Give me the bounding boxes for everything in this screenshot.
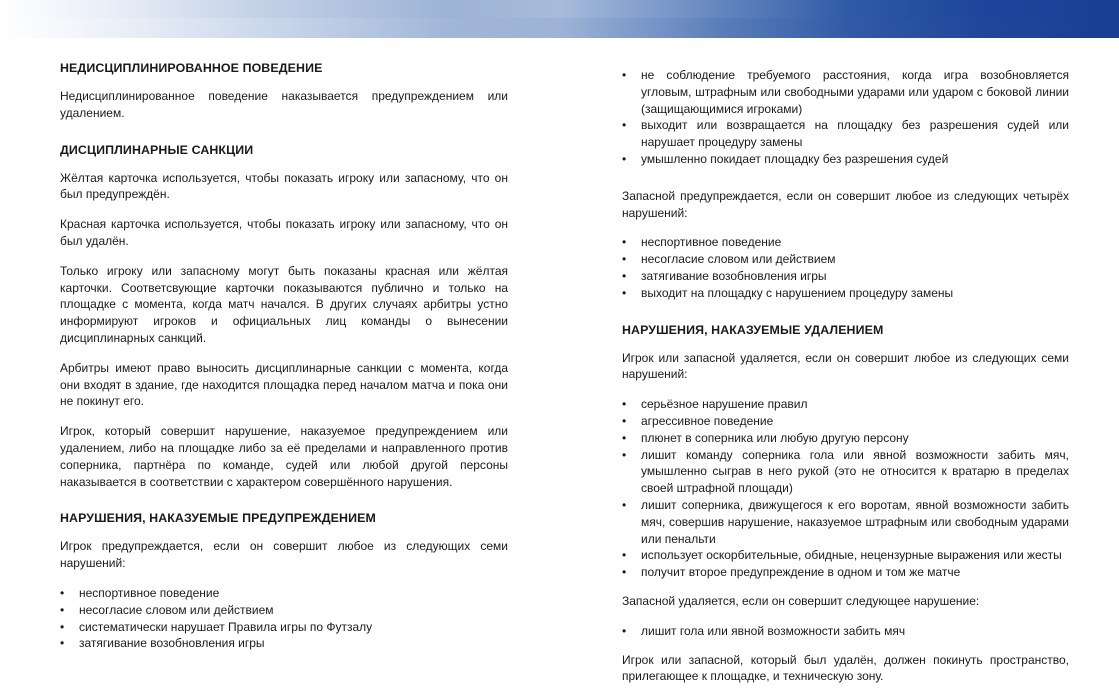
list-item: • систематически нарушает Правила игры по Футзалу [60, 619, 508, 636]
list-item: • неспортивное поведение [60, 585, 508, 602]
right-column [622, 67, 1069, 698]
list-item: • серьёзное нарушение правил [622, 396, 1069, 413]
paragraph: Запасной предупреждается, если он совершит любое из следующих четырёх нарушений: [622, 188, 1069, 220]
list-item: • лишит соперника, движущегося к его воротам, явной возможности забить мяч, совершив нарушение, наказуемое штрафным или свободным ударами или пенальти [622, 497, 1069, 547]
list-item: • получит второе предупреждение в одном и том же матче [622, 564, 1069, 581]
paragraph: Красная карточка используется, чтобы показать игроку или запасному, что он был удалён. [60, 217, 508, 248]
list-item: • затягивание возобновления игры [60, 635, 508, 652]
paragraph: Жёлтая карточка используется, чтобы показать игроку или запасному, что он был предупреждён. [60, 170, 508, 202]
left-column [60, 60, 508, 664]
paragraph: Игрок, который совершит нарушение, наказуемое предупреждением или удалением, либо на площадке либо за её пределами и направленного против соперника, партнёра по команде, судей или любой другой персоны наказывается в соответствии с характером совершённого нарушения. [60, 424, 508, 489]
paragraph: Арбитры имеют право выносить дисциплинарные санкции с момента, когда они входят в здание, где находится площадка перед началом матча и пока они не покинут его. [60, 360, 508, 409]
list-item: • несогласие словом или действием [60, 602, 508, 619]
list-item: • выходит или возвращается на площадку без разрешения судей или нарушает процедуру замены [622, 117, 1069, 151]
paragraph: Недисциплинированное поведение наказывается предупреждением или удалением. [60, 89, 508, 120]
section-title-sending-off-offences: НАРУШЕНИЯ, НАКАЗУЕМЫЕ УДАЛЕНИЕМ [622, 322, 884, 337]
substitute-sending-off-list [622, 623, 1069, 640]
header-banner-stripe [0, 18, 1119, 38]
paragraph: Игрок предупреждается, если он совершит любое из следующих семи нарушений: [60, 539, 508, 571]
list-item: • несогласие словом или действием [622, 251, 1069, 268]
paragraph: Запасной удаляется, если он совершит следующее нарушение: [622, 593, 980, 608]
paragraph: Игрок или запасной удаляется, если он совершит любое из следующих семи нарушений: [622, 350, 1069, 382]
list-item: • неспортивное поведение [622, 234, 1069, 251]
section-title-caution-offences: НАРУШЕНИЯ, НАКАЗУЕМЫЕ ПРЕДУПРЕЖДЕНИЕМ [60, 511, 376, 526]
section-title-disciplinary-sanctions: ДИСЦИПЛИНАРНЫЕ САНКЦИИ [60, 142, 254, 157]
paragraph: Игрок или запасной, который был удалён, должен покинуть пространство, прилегающее к площадке, и техническую зону. [622, 652, 1069, 684]
list-item: • лишит гола или явной возможности забить мяч [622, 623, 1069, 640]
list-item: • использует оскорбительные, обидные, нецензурные выражения или жесты [622, 547, 1069, 564]
substitute-caution-list [622, 234, 1069, 301]
caution-offences-list-continued [622, 67, 1069, 168]
paragraph: Только игроку или запасному могут быть показаны красная или жёлтая карточки. Соответсвующие карточки показываются публично и только на площадке с момента, когда матч начался. В других случаях арбитры устно информируют игроков и официальных лиц команды о вынесении дисциплинарных санкций. [60, 263, 508, 345]
list-item: • затягивание возобновления игры [622, 268, 1069, 285]
sending-off-list [622, 396, 1069, 581]
list-item: • не соблюдение требуемого расстояния, когда игра возобновляется угловым, штрафным или свободными ударами или ударом с боковой линии (защищающимися игроками) [622, 67, 1069, 117]
section-title-misconduct: НЕДИСЦИПЛИНИРОВАННОЕ ПОВЕДЕНИЕ [60, 61, 323, 75]
list-item: • выходит на площадку с нарушением процедуру замены [622, 285, 1069, 302]
list-item: • агрессивное поведение [622, 413, 1069, 430]
caution-offences-list [60, 585, 508, 652]
list-item: • плюнет в соперника или любую другую персону [622, 430, 1069, 447]
list-item: • умышленно покидает площадку без разрешения судей [622, 151, 1069, 168]
list-item: • лишит команду соперника гола или явной возможности забить мяч, умышленно сыграв в него рукой (это не относится к вратарю в пределах своей штрафной площади) [622, 447, 1069, 497]
